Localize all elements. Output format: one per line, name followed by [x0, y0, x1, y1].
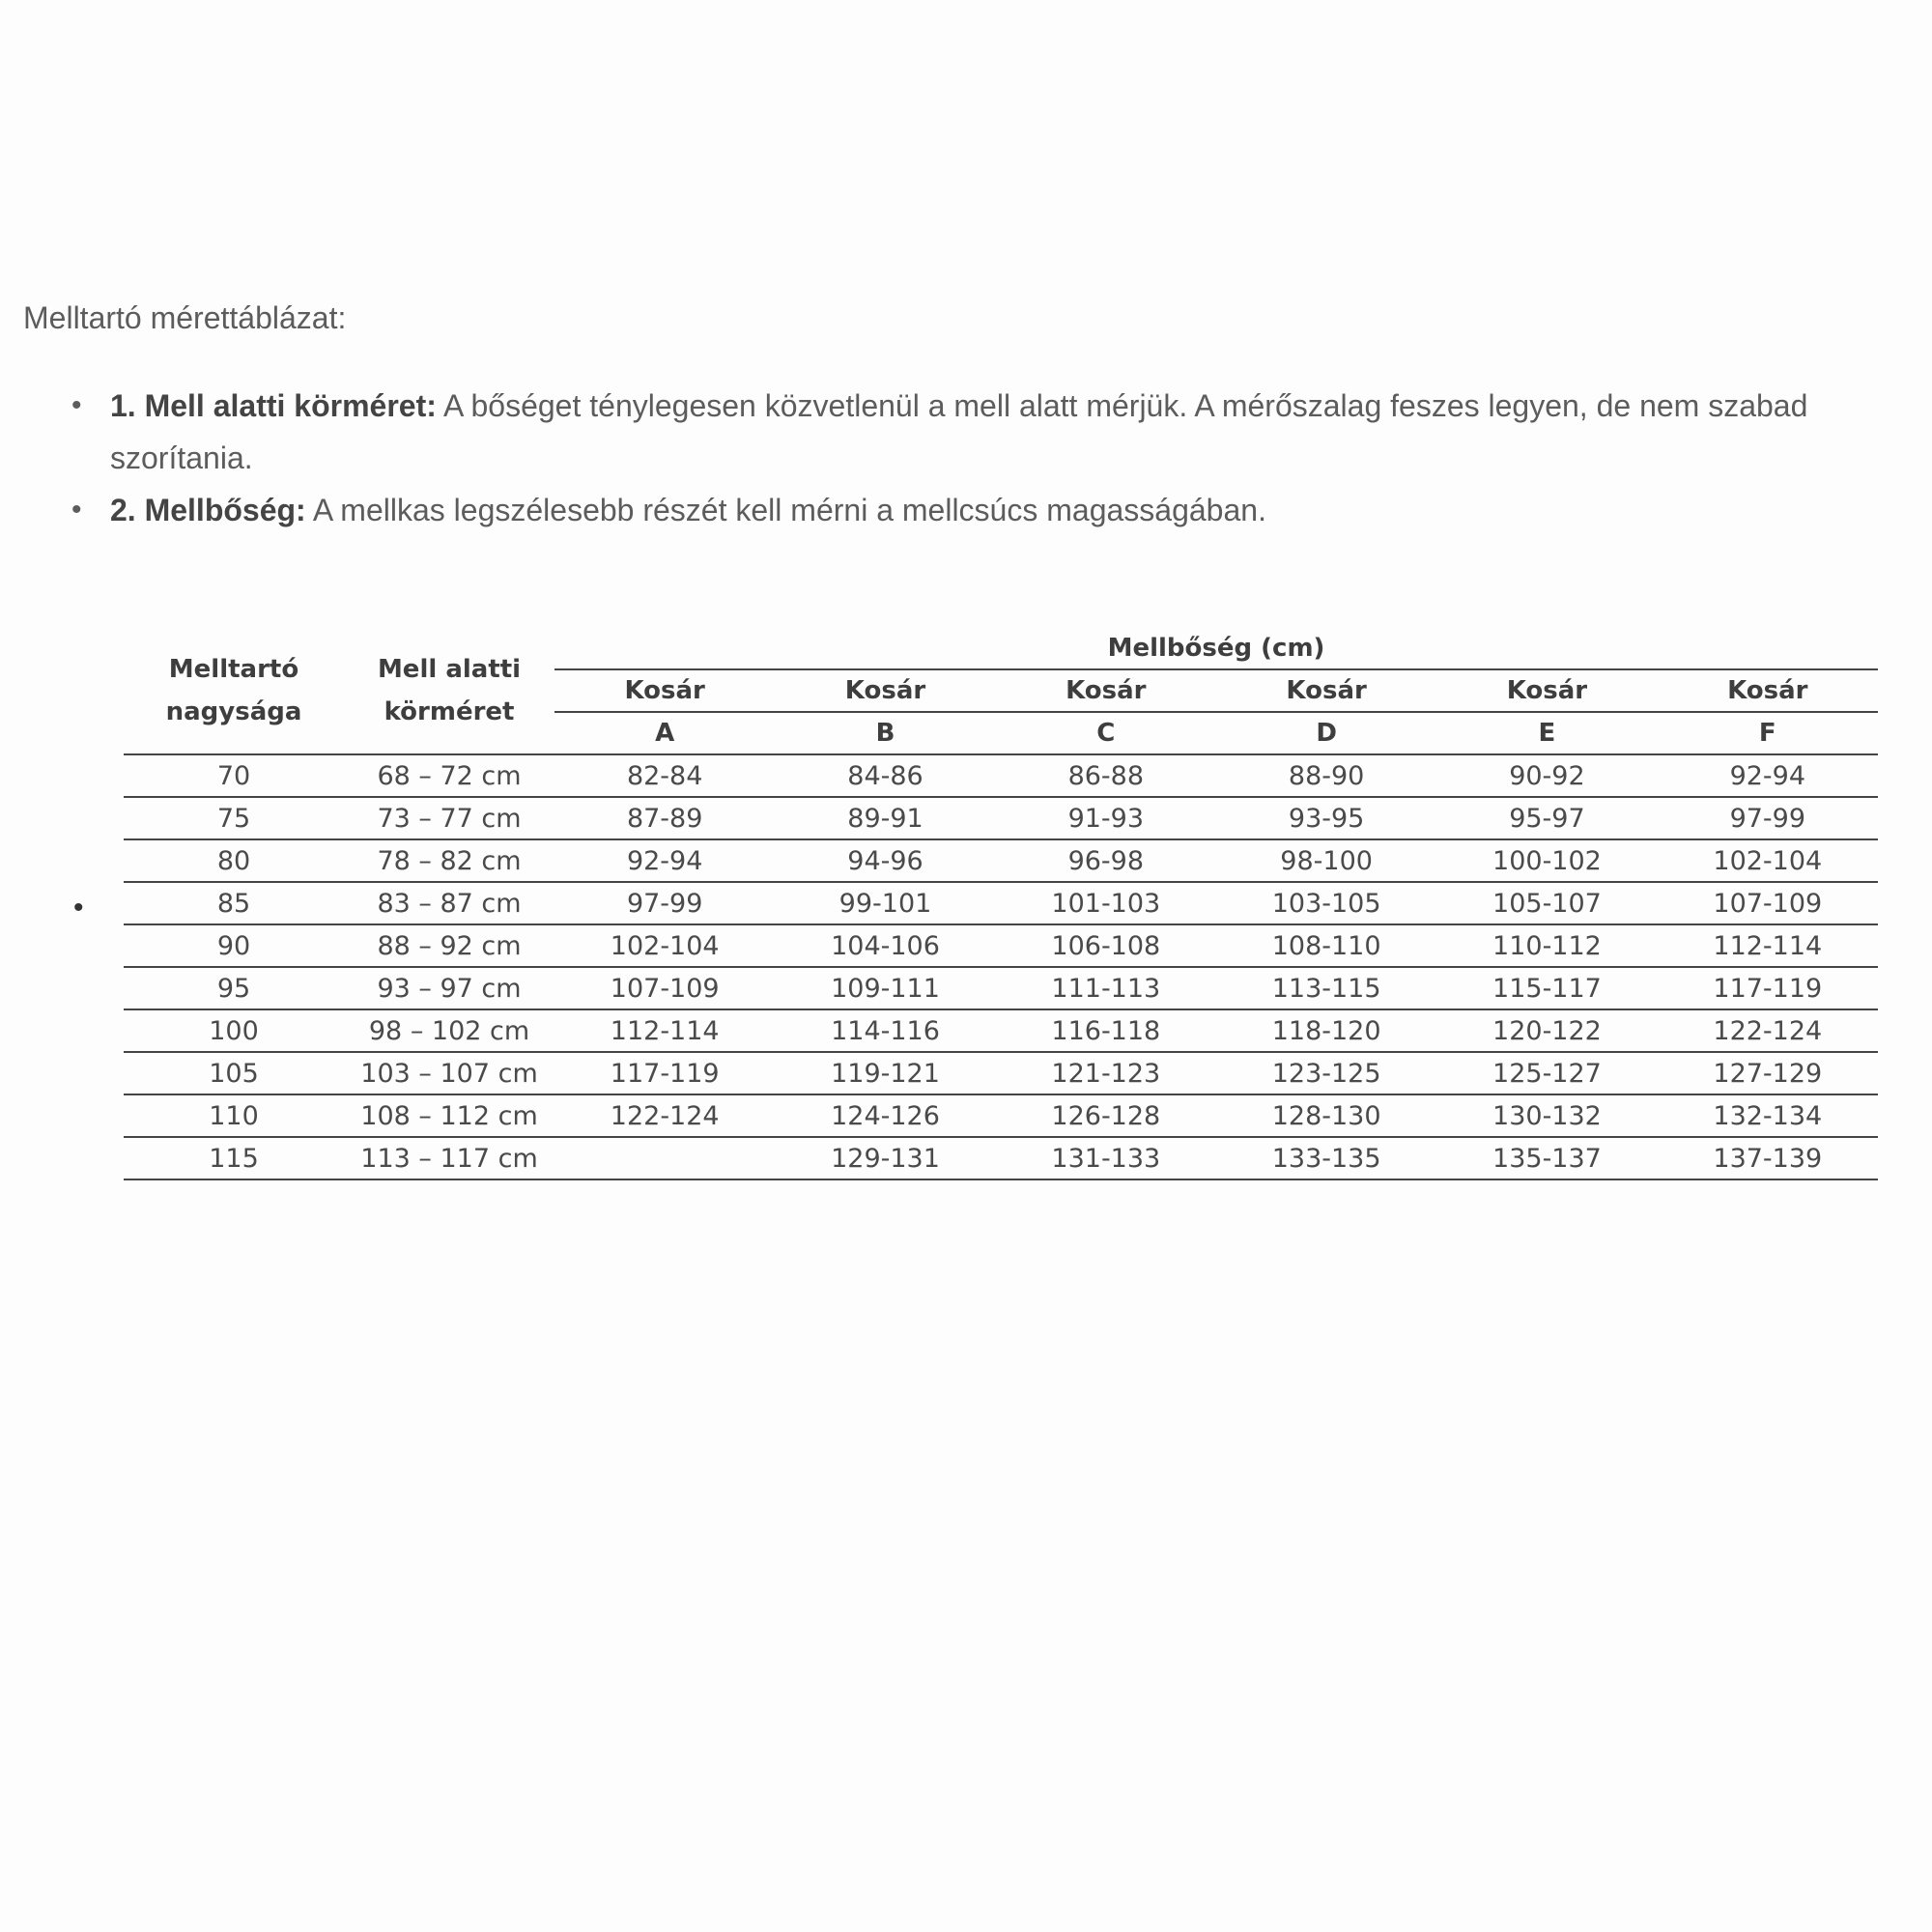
instruction-underbust-text: A bőséget ténylegesen közvetlenül a mell alatt mérjük. A mérőszalag feszes legyen, de nem szabad szorítania. [110, 388, 1808, 475]
bullet-dot: • [71, 389, 82, 421]
header-band-size-line2: nagysága [165, 697, 302, 726]
cell-bust-range: 123-125 [1216, 1052, 1436, 1094]
cell-underbust: 88 – 92 cm [344, 924, 554, 967]
instruction-underbust [71, 380, 1907, 484]
header-cup-label: Kosár [1216, 669, 1436, 712]
cell-underbust: 68 – 72 cm [344, 754, 554, 797]
header-cup-letter: F [1658, 712, 1878, 754]
cell-bust-range: 120-122 [1436, 1009, 1657, 1052]
cell-bust-range: 132-134 [1658, 1094, 1878, 1137]
table-row [124, 967, 1878, 1009]
cell-bust-range: 92-94 [1658, 754, 1878, 797]
cell-bust-range: 98-100 [1216, 839, 1436, 882]
cell-bust-range: 97-99 [554, 882, 775, 924]
cell-bust-range: 113-115 [1216, 967, 1436, 1009]
cell-bust-range: 97-99 [1658, 797, 1878, 839]
header-cup-letter: E [1436, 712, 1657, 754]
cell-bust-range: 126-128 [996, 1094, 1216, 1137]
cell-underbust: 103 – 107 cm [344, 1052, 554, 1094]
cell-bust-range: 99-101 [775, 882, 995, 924]
header-cup-label: Kosár [775, 669, 995, 712]
cell-bust-range: 96-98 [996, 839, 1216, 882]
stray-bullet: • [73, 892, 84, 923]
header-cup-letter: C [996, 712, 1216, 754]
header-bust-group: Mellbőség (cm) [554, 628, 1878, 669]
table-row [124, 1052, 1878, 1094]
cell-bust-range: 127-129 [1658, 1052, 1878, 1094]
cell-bust-range: 115-117 [1436, 967, 1657, 1009]
cell-underbust: 83 – 87 cm [344, 882, 554, 924]
cell-bust-range: 94-96 [775, 839, 995, 882]
cell-bust-range: 91-93 [996, 797, 1216, 839]
cell-band-size: 115 [124, 1137, 344, 1179]
cell-bust-range: 116-118 [996, 1009, 1216, 1052]
cell-bust-range: 86-88 [996, 754, 1216, 797]
header-row-group [124, 628, 1878, 669]
cell-bust-range: 122-124 [1658, 1009, 1878, 1052]
cell-underbust: 108 – 112 cm [344, 1094, 554, 1137]
cell-bust-range: 100-102 [1436, 839, 1657, 882]
cell-band-size: 110 [124, 1094, 344, 1137]
table-row [124, 839, 1878, 882]
measurement-instructions [71, 380, 1907, 536]
cell-bust-range: 117-119 [1658, 967, 1878, 1009]
size-chart-table [124, 628, 1878, 1180]
header-band-size [124, 628, 344, 754]
cell-bust-range: 131-133 [996, 1137, 1216, 1179]
cell-bust-range: 87-89 [554, 797, 775, 839]
cell-bust-range: 110-112 [1436, 924, 1657, 967]
cell-bust-range: 129-131 [775, 1137, 995, 1179]
table-row [124, 1137, 1878, 1179]
size-chart-body [124, 754, 1878, 1179]
instruction-bust [71, 484, 1907, 536]
cell-underbust: 93 – 97 cm [344, 967, 554, 1009]
cell-bust-range: 108-110 [1216, 924, 1436, 967]
cell-bust-range: 125-127 [1436, 1052, 1657, 1094]
header-cup-letter: D [1216, 712, 1436, 754]
cell-bust-range: 121-123 [996, 1052, 1216, 1094]
cell-bust-range: 92-94 [554, 839, 775, 882]
instruction-bust-title: 2. Mellbőség: [110, 493, 306, 527]
cell-underbust: 78 – 82 cm [344, 839, 554, 882]
header-underbust-line2: körméret [384, 697, 515, 726]
cell-band-size: 100 [124, 1009, 344, 1052]
cell-bust-range: 109-111 [775, 967, 995, 1009]
cell-bust-range: 107-109 [554, 967, 775, 1009]
cell-band-size: 75 [124, 797, 344, 839]
cell-bust-range: 107-109 [1658, 882, 1878, 924]
cell-bust-range: 118-120 [1216, 1009, 1436, 1052]
cell-band-size: 105 [124, 1052, 344, 1094]
cell-band-size: 90 [124, 924, 344, 967]
header-cup-label: Kosár [996, 669, 1216, 712]
cell-bust-range: 84-86 [775, 754, 995, 797]
cell-underbust: 113 – 117 cm [344, 1137, 554, 1179]
instruction-underbust-title: 1. Mell alatti körméret: [110, 388, 437, 423]
cell-bust-range: 135-137 [1436, 1137, 1657, 1179]
cell-bust-range: 124-126 [775, 1094, 995, 1137]
cell-bust-range: 101-103 [996, 882, 1216, 924]
header-cup-label: Kosár [554, 669, 775, 712]
cell-band-size: 85 [124, 882, 344, 924]
cell-band-size: 70 [124, 754, 344, 797]
cell-bust-range: 112-114 [554, 1009, 775, 1052]
cell-bust-range: 102-104 [554, 924, 775, 967]
cell-underbust: 73 – 77 cm [344, 797, 554, 839]
cell-bust-range: 133-135 [1216, 1137, 1436, 1179]
cell-bust-range: 103-105 [1216, 882, 1436, 924]
table-row [124, 1009, 1878, 1052]
size-chart-image [124, 628, 1878, 1180]
header-underbust [344, 628, 554, 754]
cell-underbust: 98 – 102 cm [344, 1009, 554, 1052]
table-row [124, 882, 1878, 924]
cell-bust-range: 104-106 [775, 924, 995, 967]
cell-bust-range: 122-124 [554, 1094, 775, 1137]
cell-band-size: 95 [124, 967, 344, 1009]
cell-bust-range: 130-132 [1436, 1094, 1657, 1137]
header-underbust-line1: Mell alatti [377, 655, 522, 684]
table-row [124, 1094, 1878, 1137]
cell-bust-range: 90-92 [1436, 754, 1657, 797]
cell-bust-range: 117-119 [554, 1052, 775, 1094]
header-band-size-line1: Melltartó [168, 655, 299, 684]
table-row [124, 924, 1878, 967]
cell-bust-range: 114-116 [775, 1009, 995, 1052]
cell-bust-range: 105-107 [1436, 882, 1657, 924]
cell-bust-range: 89-91 [775, 797, 995, 839]
header-cup-label: Kosár [1658, 669, 1878, 712]
cell-bust-range: 106-108 [996, 924, 1216, 967]
cell-band-size: 80 [124, 839, 344, 882]
cell-bust-range: 88-90 [1216, 754, 1436, 797]
bullet-dot: • [71, 494, 82, 526]
cell-bust-range: 82-84 [554, 754, 775, 797]
cell-bust-range: 137-139 [1658, 1137, 1878, 1179]
header-cup-letter: A [554, 712, 775, 754]
cell-bust-range: 93-95 [1216, 797, 1436, 839]
cell-bust-range: 95-97 [1436, 797, 1657, 839]
cell-bust-range: 128-130 [1216, 1094, 1436, 1137]
cell-bust-range [554, 1137, 775, 1179]
header-cup-letter: B [775, 712, 995, 754]
cell-bust-range: 102-104 [1658, 839, 1878, 882]
header-cup-label: Kosár [1436, 669, 1657, 712]
cell-bust-range: 112-114 [1658, 924, 1878, 967]
intro-heading: Melltartó mérettáblázat: [23, 300, 347, 335]
cell-bust-range: 119-121 [775, 1052, 995, 1094]
instruction-bust-text: A mellkas legszélesebb részét kell mérni a mellcsúcs magasságában. [305, 493, 1266, 527]
table-row [124, 797, 1878, 839]
cell-bust-range: 111-113 [996, 967, 1216, 1009]
table-row [124, 754, 1878, 797]
